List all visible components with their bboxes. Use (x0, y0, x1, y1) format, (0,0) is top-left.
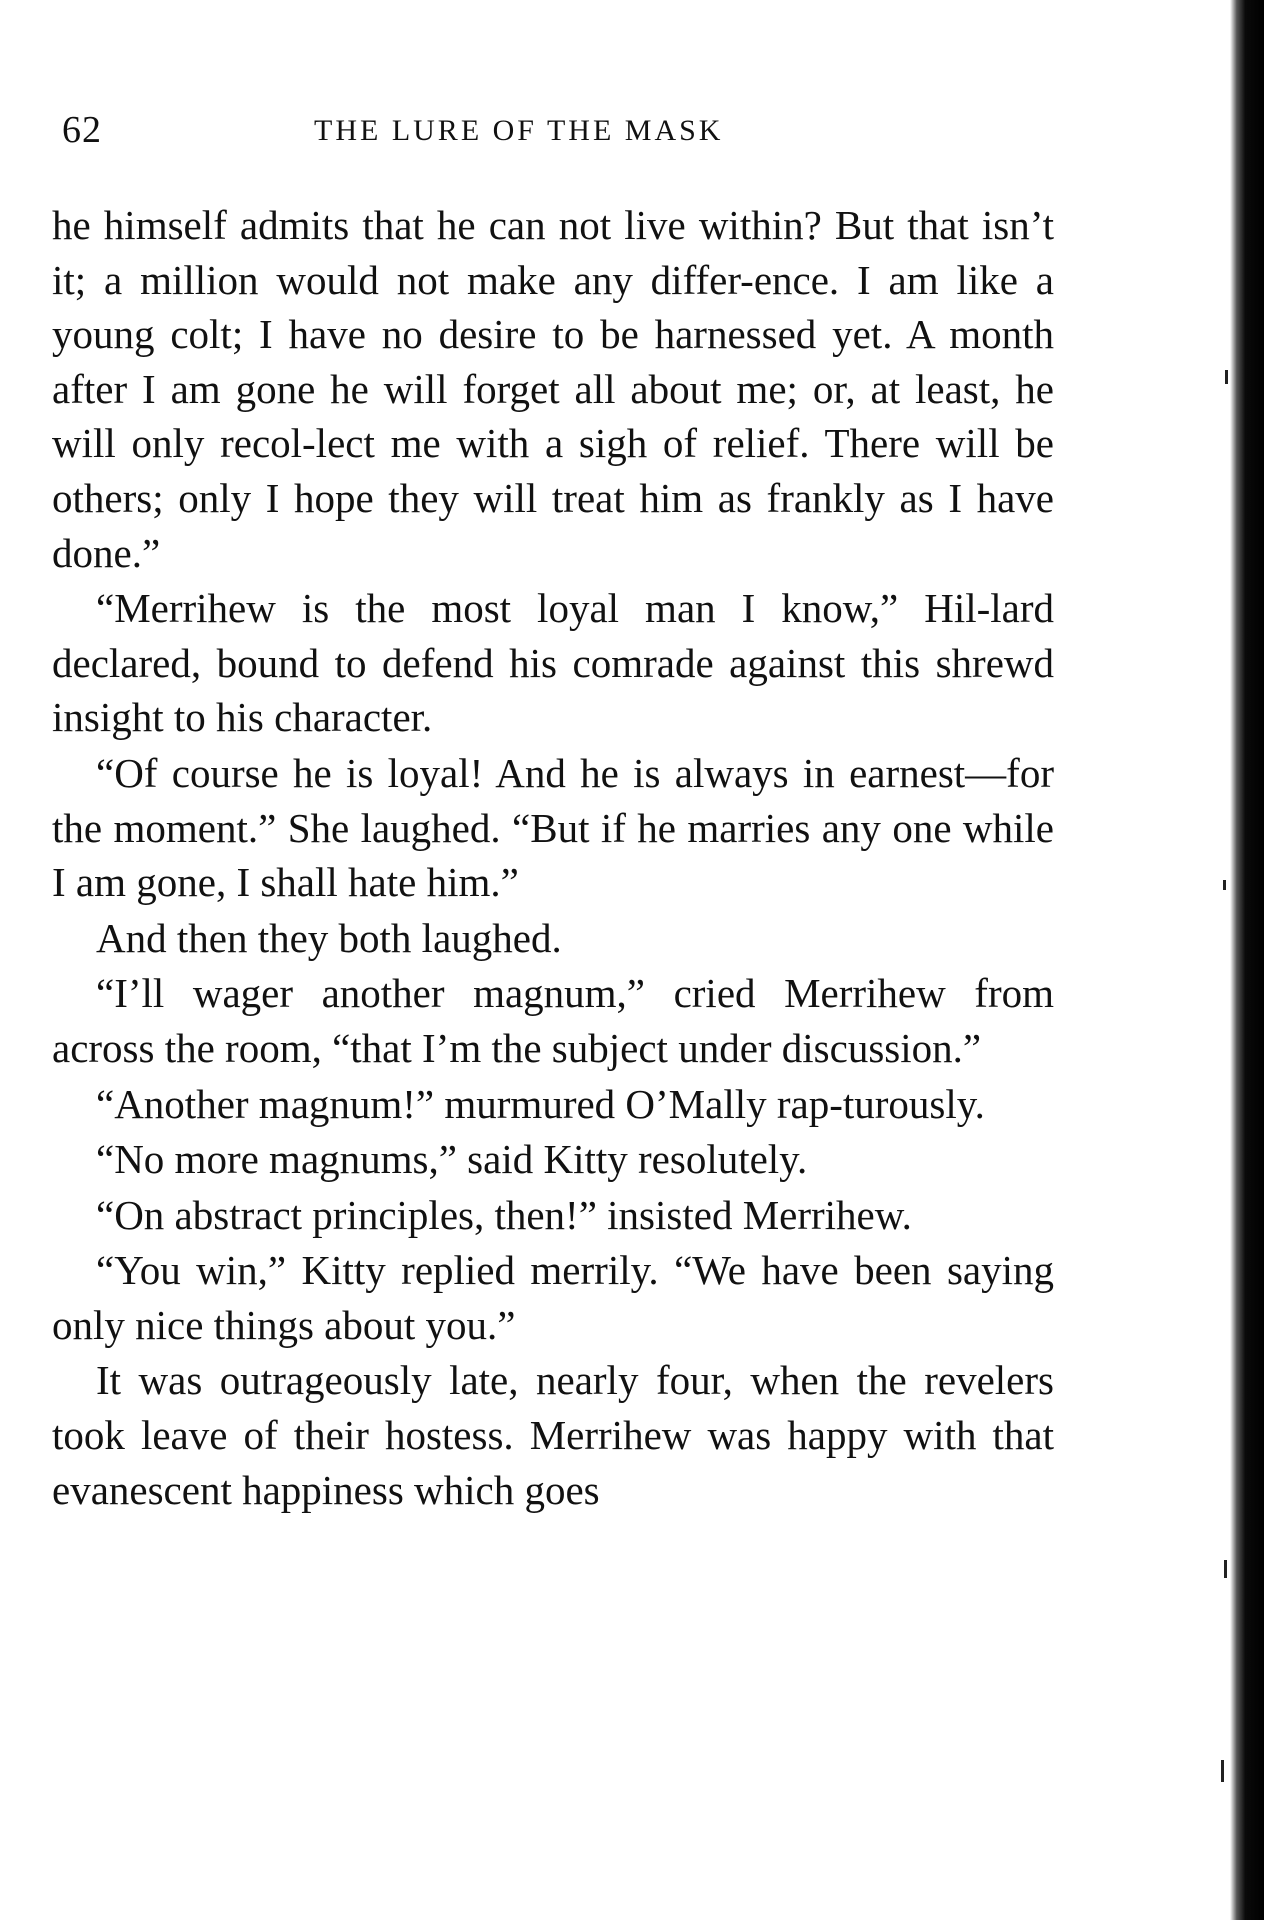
paragraph: “Of course he is loyal! And he is always in earnest—for the moment.” She laughed. “But if he marries any one while I am gone, I shall hate him.” (52, 749, 1054, 906)
paragraph: “Another magnum!” murmured O’Mally rap-turously. (96, 1080, 985, 1127)
page-number: 62 (62, 109, 102, 151)
paragraph: “Merrihew is the most loyal man I know,” Hil-lard declared, bound to defend his comrade against this shrewd insight to his character. (52, 585, 1054, 741)
paragraph: And then they both laughed. (96, 914, 562, 961)
binding-edge (1230, 0, 1264, 1920)
paragraph: “You win,” Kitty replied merrily. “We have been saying only nice things about you.” (52, 1247, 1054, 1348)
paragraph: “On abstract principles, then!” insisted Merrihew. (96, 1191, 912, 1238)
paragraph: “I’ll wager another magnum,” cried Merrihew from across the room, “that I’m the subject under discussion.” (52, 970, 1054, 1071)
binding-speck (1225, 370, 1228, 384)
paragraph: he himself admits that he can not live within? But that isn’t it; a million would not make any differ-ence. I am like a young colt; I have no desire to be harnessed yet. A month after I am gone he will forget all about me; or, at least, he will only recol-lect me with a sigh of relief. There will be others; only I hope they will treat him as frankly as I have done.” (52, 202, 1054, 576)
body-text (52, 198, 1054, 1517)
binding-speck (1223, 880, 1226, 890)
page-header (62, 108, 1062, 168)
paragraph: It was outrageously late, nearly four, when the revelers took leave of their hostess. Merrihew was happy with that evanescent happiness which goes (52, 1357, 1054, 1513)
binding-speck (1224, 1560, 1227, 1578)
running-head: THE LURE OF THE MASK (314, 114, 724, 147)
paragraph: “No more magnums,” said Kitty resolutely. (96, 1136, 808, 1183)
binding-speck (1221, 1760, 1224, 1782)
